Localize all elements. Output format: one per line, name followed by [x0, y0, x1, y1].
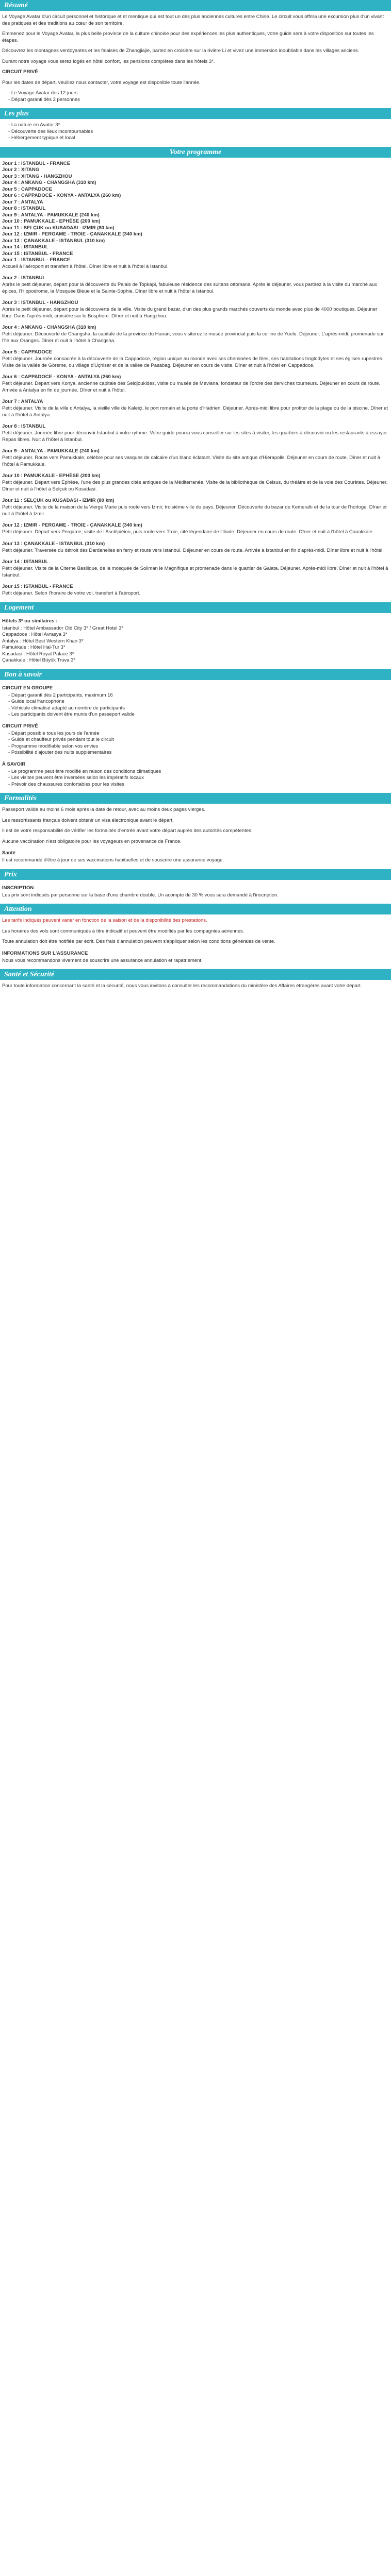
- day-title: Jour 11 : SELÇUK ou KUSADASI - IZMIR (80 km): [2, 498, 115, 503]
- attention-paragraph: Les tarifs indiqués peuvent varier en fonction de la saison et de la disponibilité des prestations.: [2, 918, 207, 923]
- page: [0, 0, 391, 994]
- formalites-paragraph: Les ressortissants français doivent obtenir un visa électronique avant le départ.: [2, 817, 174, 823]
- summary-day: Jour 9 : ANTALYA - PAMUKKALE (240 km): [2, 212, 100, 218]
- list-item: - Programme modifiable selon vos envies: [8, 743, 389, 750]
- attention-paragraph: Les horaires des vols sont communiqués à titre indicatif et peuvent être modifiés par les compagnies aériennes.: [2, 928, 245, 934]
- day-title: Jour 2 : ISTANBUL: [2, 275, 46, 281]
- programme-intro: Accueil à l'aéroport et transfert à l'hôtel. Dîner libre et nuit à l'hôtel à Istanbul.: [2, 263, 169, 269]
- plus-header: Les plus: [0, 108, 391, 119]
- resume-paragraph: Emmenez pour le Voyage Avatar, la plus belle province de la culture chinoise pour des expériences les plus authentiques, votre guide sera à votre disposition sur toutes les étapes.: [2, 31, 374, 43]
- prix-header: Prix: [0, 869, 391, 880]
- hotel-item: Pamukkale : Hôtel Hal-Tur 3*: [2, 645, 66, 650]
- day-title: Jour 14 : ISTANBUL: [2, 559, 48, 565]
- day-title: Jour 10 : PAMUKKALE - EPHÈSE (200 km): [2, 473, 101, 479]
- day-title: Jour 15 : ISTANBUL - FRANCE: [2, 584, 73, 589]
- list-item: - Hébergement typique et local: [8, 135, 389, 142]
- summary-day: Jour 11 : SELÇUK ou KUSADASI - IZMIR (80 km): [2, 225, 115, 231]
- day-title: Jour 5 : CAPPADOCE: [2, 349, 52, 355]
- plus-section: [0, 122, 391, 142]
- list-item: - Les participants doivent être munis d'un passeport valide: [8, 711, 389, 718]
- hotel-item: Istanbul : Hôtel Ambassador Old City 3* / Great Hotel 3*: [2, 625, 123, 631]
- list-item: - Départ garanti dès 2 personnes: [8, 97, 389, 104]
- day-text: Petit déjeuner. Route vers Pamukkale, célèbre pour ses vasques de calcaire d'un blanc éclatant. Visite du site antique d'Hiérapolis. Déjeuner en cours de route. Dîner et nuit à l'hôtel à Pamukkale.: [2, 455, 380, 467]
- day-text: Après le petit déjeuner, départ pour la découverte du Palais de Topkapi, fabuleuse résidence des sultans ottomans. Après le déjeuner, vous partirez à la visite du marché aux épices, l'Hippodrome, la Mosquée Bleue et la Sainte-Sophie. Dîner libre et nuit à l'hôtel à Istanbul.: [2, 282, 378, 294]
- group-list: [2, 769, 389, 788]
- footer-section: [0, 983, 391, 990]
- summary-day: Jour 1 : ISTANBUL - FRANCE: [2, 160, 71, 166]
- list-item: - Découverte des lieux incontournables: [8, 129, 389, 135]
- day-title: Jour 13 : ÇANAKKALE - ISTANBUL (310 km): [2, 540, 105, 547]
- list-item: - Départ possible tous les jours de l'année: [8, 731, 389, 737]
- group-label: CIRCUIT PRIVÉ: [2, 723, 38, 729]
- day-title: Jour 9 : ANTALYA - PAMUKKALE (240 km): [2, 448, 100, 454]
- summary-day: Jour 2 : XITANG: [2, 167, 40, 173]
- circuit-text: Pour les dates de départ, veuillez nous contacter, votre voyage est disponible toute l'année.: [2, 79, 201, 86]
- group-label: CIRCUIT EN GROUPE: [2, 685, 53, 691]
- list-item: - Guide et chauffeur privés pendant tout le circuit: [8, 737, 389, 743]
- day-text: Petit déjeuner. Départ vers Konya, ancienne capitale des Seldjoukides, visite du musée de Mevlana, fondateur de l'ordre des derviches tourneurs. Déjeuner en cours de route. Arrivée à Antalya en fin de journée. Dîner et nuit à l'hôtel.: [2, 381, 381, 393]
- resume-header: Résumé: [0, 0, 391, 11]
- group-list: [2, 692, 389, 718]
- formalites-paragraph: Il est de votre responsabilité de vérifier les formalités d'entrée avant votre départ auprès des autorités compétentes.: [2, 828, 253, 834]
- summary-day: Jour 6 : CAPPADOCE - KONYA - ANTALYA (260 km): [2, 193, 121, 198]
- list-item: - Le programme peut être modifié en raison des conditions climatiques: [8, 769, 389, 775]
- summary-day: Jour 7 : ANTALYA: [2, 199, 43, 205]
- footer-header: Santé et Sécurité: [0, 969, 391, 980]
- day-text: Petit déjeuner. Journée consacrée à la découverte de la Cappadoce, région unique au monde avec ses cheminées de fées, ses habitations troglodytes et ses églises rupestres. Visite de la vallée de Göreme, du village d'Uçhisar et de la vallée de Pasabag. Déjeuner en cours de visite. Dîner et nuit à l'hôtel en Cappadoce.: [2, 356, 384, 368]
- resume-paragraph: Durant notre voyage vous serez logés en hôtel confort, les pensions complètes dans les hôtels 3*.: [2, 58, 215, 64]
- hotel-item: Cappadoce : Hôtel Avrasya 3*: [2, 632, 68, 637]
- group-label: À SAVOIR: [2, 761, 26, 767]
- programme-section: [0, 161, 391, 597]
- summary-day: Jour 15 : ISTANBUL - FRANCE: [2, 250, 73, 257]
- attention-header: Attention: [0, 904, 391, 914]
- avant-section: [0, 685, 391, 788]
- summary-day: Jour 3 : XITANG - HANGZHOU: [2, 173, 72, 179]
- logement-section: [0, 618, 391, 664]
- footer-text: Pour toute information concernant la santé et la sécurité, nous vous invitons à consulter les recommandations du ministère des Affaires étrangères avant votre départ.: [2, 983, 362, 989]
- programme-summary: [2, 161, 389, 264]
- summary-day: Jour 10 : PAMUKKALE - EPHÈSE (200 km): [2, 218, 101, 224]
- attention-paragraph: Toute annulation doit être notifiée par écrit. Des frais d'annulation peuvent s'appliquer selon les conditions générales de vente.: [2, 939, 275, 944]
- day-text: Petit déjeuner. Journée libre pour découvrir Istanbul à votre rythme. Votre guide pourra vous conseiller sur les sites à visiter, les quartiers à découvrir ou les restaurants à essayer. Repas libres. Nuit à l'hôtel à Istanbul.: [2, 430, 388, 443]
- day-text: Petit déjeuner. Visite de la ville d'Antalya, la vieille ville de Kaleiçi, le port romain et la porte d'Hadrien. Déjeuner. Après-midi libre pour profiter de la plage ou de la piscine. Dîner et nuit à l'hôtel à Antalya.: [2, 405, 388, 418]
- list-item: - La nature en Avatar 3*: [8, 122, 389, 129]
- resume-section: [0, 14, 391, 103]
- list-item: - Départ garanti dès 2 participants, maximum 16: [8, 692, 389, 699]
- day-title: Jour 7 : ANTALYA: [2, 399, 43, 404]
- hotel-item: Antalya : Hôtel Best Western Khan 3*: [2, 638, 84, 644]
- list-item: - Véhicule climatisé adapté au nombre de participants: [8, 705, 389, 712]
- attention-info-label: INFORMATIONS SUR L'ASSURANCE: [2, 950, 88, 956]
- list-item: - Le Voyage Avatar des 12 jours: [8, 90, 389, 97]
- prix-text: Les prix sont indiqués par personne sur la base d'une chambre double. Un acompte de 30 % vous sera demandé à l'inscription.: [2, 892, 279, 898]
- formalites-sub-label: Santé: [2, 850, 15, 856]
- day-text: Petit déjeuner. Visite de la Citerne Basilique, de la mosquée de Soliman le Magnifique et promenade dans le quartier de Galata. Déjeuner. Après-midi libre. Dîner et nuit à l'hôtel à Istanbul.: [2, 566, 388, 578]
- resume-paragraph: Le Voyage Avatar d'un circuit personnel et historique et et mentique qui est tout un des plus anciennes cultures entre Chine. Le circuit vous offrira une excursion plus d'un vivant des pratiques et des traditions au cœur de son territoire.: [2, 14, 384, 26]
- summary-day: Jour 1 : ISTANBUL - FRANCE: [2, 257, 71, 263]
- formalites-paragraph: Aucune vaccination n'est obligatoire pour les voyageurs en provenance de France.: [2, 838, 182, 844]
- logement-subhead: Hôtels 3* ou similaires :: [2, 618, 58, 624]
- formalites-section: [0, 807, 391, 864]
- day-text: Petit déjeuner. Selon l'horaire de votre vol, transfert à l'aéroport.: [2, 590, 141, 596]
- formalites-paragraph: Passeport valide au moins 6 mois après la date de retour, avec au moins deux pages vierges.: [2, 807, 205, 812]
- hotel-item: Çanakkale : Hôtel Büyük Truva 3*: [2, 657, 76, 663]
- summary-day: Jour 5 : CAPPADOCE: [2, 186, 52, 192]
- hotel-item: Kusadasi : Hôtel Royal Palace 3*: [2, 651, 74, 657]
- summary-day: Jour 4 : ANKANG - CHANGSHA (310 km): [2, 180, 96, 185]
- day-title: Jour 12 : IZMIR - PERGAME - TROIE - ÇANAKKALE (340 km): [2, 522, 142, 528]
- group-list: [2, 731, 389, 756]
- prix-section: [0, 885, 391, 899]
- day-text: Après le petit déjeuner, départ pour la découverte de la ville. Visite du grand bazar, d'un des plus grands marchés couverts du monde avec plus de 4000 boutiques. Déjeuner libre. Dans l'après-midi, croisière sur le Bosphore. Dîner et nuit à Hangzhou.: [2, 307, 378, 319]
- day-text: Petit déjeuner. Départ vers Pergame, visite de l'Asclépiéion, puis route vers Troie, cité légendaire de l'Iliade. Déjeuner en cours de route. Dîner et nuit à l'hôtel à Çanakkale.: [2, 529, 374, 535]
- day-title: Jour 8 : ISTANBUL: [2, 423, 46, 429]
- summary-day: Jour 13 : ÇANAKKALE - ISTANBUL (310 km): [2, 238, 105, 244]
- day-text: Petit déjeuner. Départ vers Éphèse, l'une des plus grandes cités antiques de la Méditerranée. Visite de la bibliothèque de Celsus, du théâtre et de la voie des Courètes. Déjeuner. Dîner et nuit à l'hôtel à Selçuk ou Kusadasi.: [2, 480, 388, 492]
- list-item: - Prévoir des chaussures confortables pour les visites: [8, 782, 389, 788]
- day-title: Jour 4 : ANKANG - CHANGSHA (310 km): [2, 325, 96, 330]
- list-item: - Les visites peuvent être inversées selon les impératifs locaux: [8, 775, 389, 782]
- resume-paragraph: Découvrez les montagnes verdoyantes et les falaises de Zhangjiajie, partez en croisière sur la rivière Li et vivez une immersion inoubliable dans les villages anciens.: [2, 48, 360, 54]
- day-text: Petit déjeuner. Découverte de Changsha, la capitale de la province du Hunan, vous visiterez le musée provincial puis la colline de Yuelu. Déjeuner. L'après-midi, promenade sur l'île aux Oranges. Dîner et nuit à l'hôtel à Changsha.: [2, 331, 384, 344]
- day-title: Jour 6 : CAPPADOCE - KONYA - ANTALYA (260 km): [2, 374, 121, 380]
- day-title: Jour 3 : ISTANBUL - HANGZHOU: [2, 300, 78, 306]
- formalites-sub-text: Il est recommandé d'être à jour de ses vaccinations habituelles et de souscrire une assurance voyage.: [2, 857, 224, 863]
- circuit-label: CIRCUIT PRIVÉ: [2, 69, 38, 75]
- prix-label: INSCRIPTION: [2, 885, 34, 891]
- summary-day: Jour 12 : IZMIR - PERGAME - TROIE - ÇANAKKALE (340 km): [2, 231, 142, 237]
- plus-list: [2, 122, 389, 142]
- list-item: - Possibilité d'ajouter des nuits supplémentaires: [8, 750, 389, 756]
- day-text: Petit déjeuner. Visite de la maison de la Vierge Marie puis route vers Izmir, troisième ville du pays. Déjeuner. Découverte du bazar de Kemeraltı et de la tour de l'horloge. Dîner et nuit à l'hôtel à Izmir.: [2, 504, 387, 517]
- day-text: Petit déjeuner. Traversée du détroit des Dardanelles en ferry et route vers Istanbul. Déjeuner en cours de route. Arrivée à Istanbul en fin d'après-midi. Dîner libre et nuit à l'hôtel.: [2, 547, 384, 553]
- resume-points: [2, 90, 389, 103]
- summary-day: Jour 14 : ISTANBUL: [2, 244, 48, 250]
- logement-header: Logement: [0, 602, 391, 613]
- attention-section: [0, 918, 391, 964]
- list-item: - Guide local francophone: [8, 699, 389, 705]
- avant-header: Bon à savoir: [0, 669, 391, 680]
- programme-header: Votre programme: [0, 147, 391, 158]
- formalites-header: Formalités: [0, 793, 391, 804]
- attention-info-text: Nous vous recommandons vivement de souscrire une assurance annulation et rapatriement.: [2, 957, 203, 963]
- summary-day: Jour 8 : ISTANBUL: [2, 206, 46, 211]
